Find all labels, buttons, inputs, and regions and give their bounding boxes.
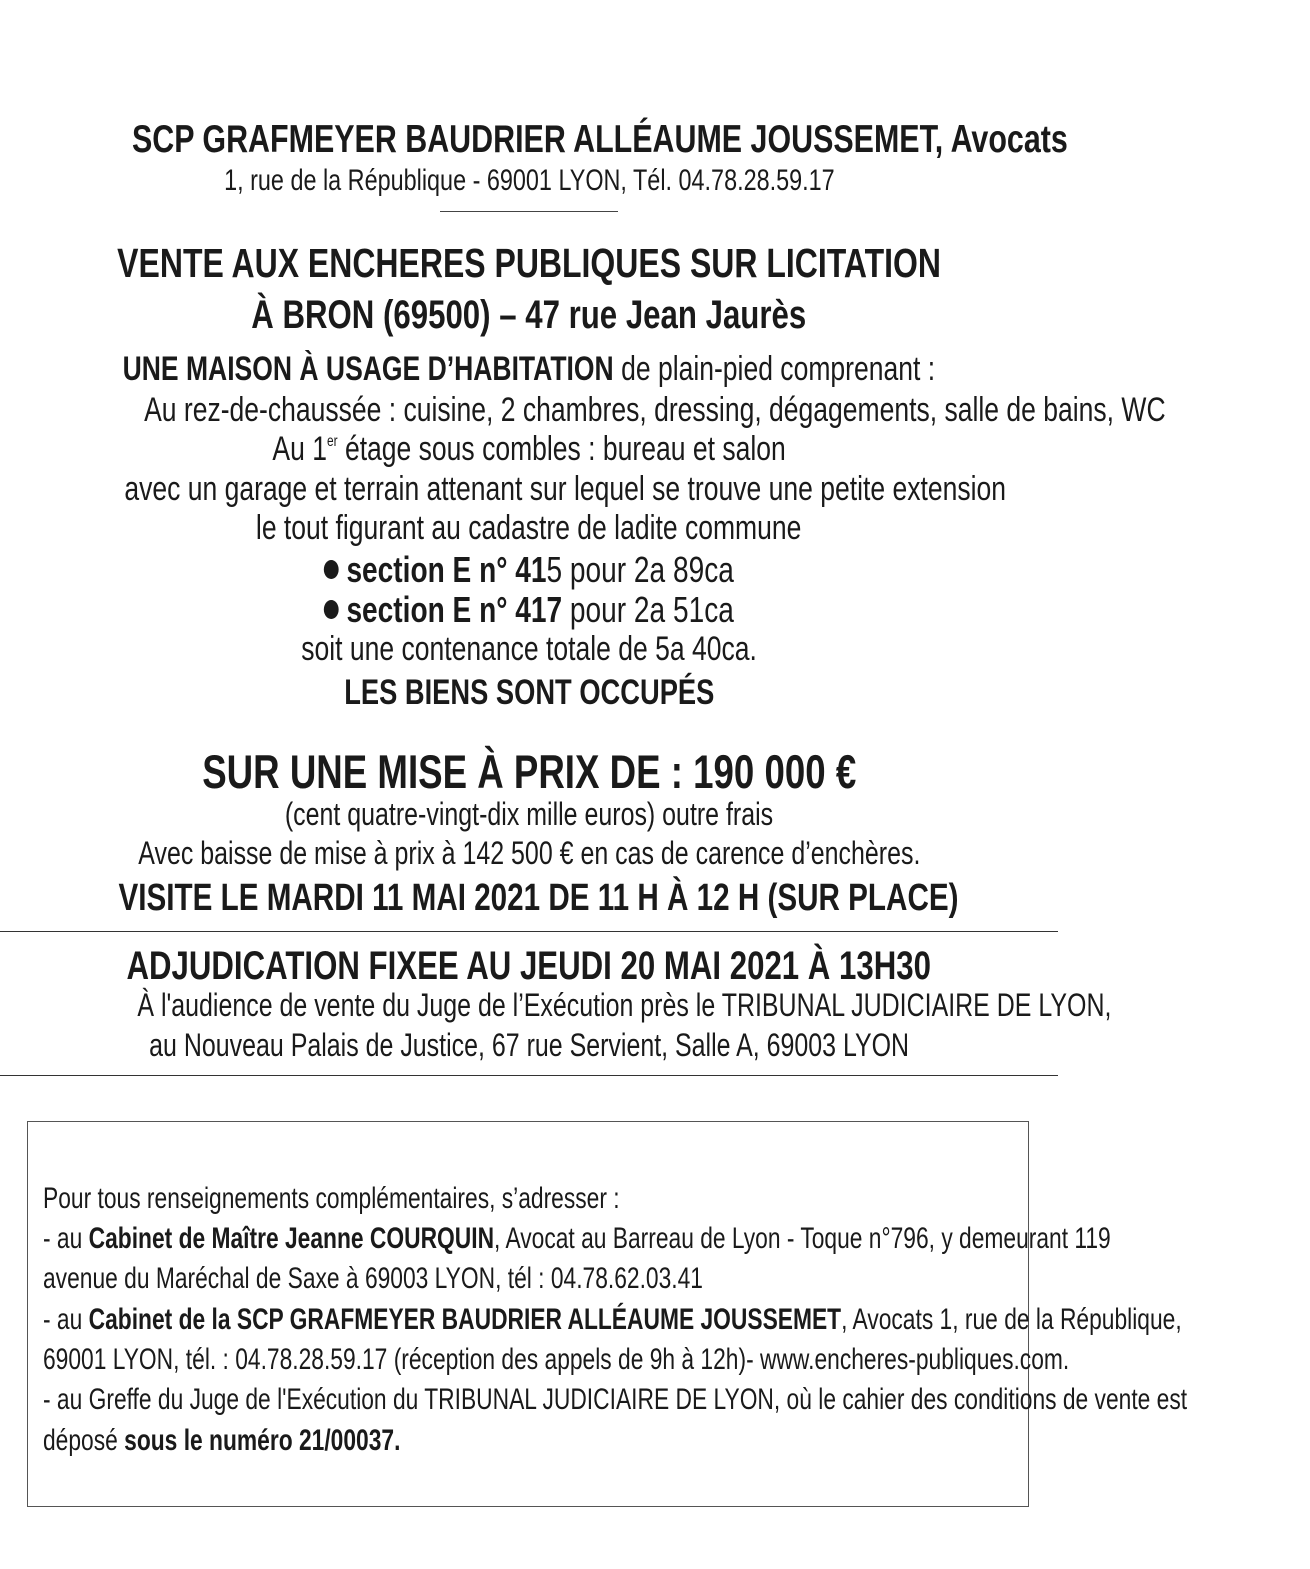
first-floor-description: Au 1er étage sous combles : bureau et salon (272, 430, 786, 468)
visit-info: VISITE LE MARDI 11 MAI 2021 DE 11 H À 12 H (SUR PLACE) (118, 877, 959, 919)
firm-name: SCP GRAFMEYER BAUDRIER ALLÉAUME JOUSSEMET, Avocats (131, 118, 1068, 161)
property-intro (0, 350, 1058, 389)
divider (0, 1075, 1058, 1076)
contact-info-box (27, 1121, 1188, 1507)
price-reduction: Avec baisse de mise à prix à 142 500 € en cas de carence d’enchères. (137, 835, 921, 871)
sale-title: VENTE AUX ENCHERES PUBLIQUES SUR LICITATION (117, 240, 941, 286)
occupancy-status: LES BIENS SONT OCCUPÉS (343, 673, 715, 712)
firm-address: 1, rue de la République - 69001 LYON, Tél. 04.78.28.59.17 (223, 164, 835, 197)
case-number: déposé sous le numéro 21/00037. (43, 1424, 401, 1457)
hearing-location: À l'audience de vente du Juge de l’Exécution près le TRIBUNAL JUDICIAIRE DE LYON, (137, 987, 1112, 1023)
bullet-icon (324, 560, 339, 579)
header-separator (440, 211, 618, 212)
parcel-item: section E n° 415 pour 2a 89ca (0, 549, 1058, 591)
sale-location: À BRON (69500) – 47 rue Jean Jaurès (251, 293, 807, 337)
contact-courquin: - au Cabinet de Maître Jeanne COURQUIN, Avocat au Barreau de Lyon - Toque n°796, y demeurant 119 (43, 1222, 1111, 1255)
info-intro: Pour tous renseignements complémentaires, s’adresser : (43, 1182, 620, 1215)
divider (0, 931, 1058, 932)
contact-courquin-address: avenue du Maréchal de Saxe à 69003 LYON, tél : 04.78.62.03.41 (43, 1262, 703, 1295)
cadastre-description: le tout figurant au cadastre de ladite commune (256, 509, 802, 547)
ground-floor-description: Au rez-de-chaussée : cuisine, 2 chambres, dressing, dégagements, salle de bains, WC (144, 391, 1166, 429)
contact-scp-address: 69001 LYON, tél. : 04.78.28.59.17 (réception des appels de 9h à 12h)- www.encheres-publiques.com. (43, 1343, 1070, 1376)
starting-price: SUR UNE MISE À PRIX DE : 190 000 € (201, 745, 856, 798)
total-area: soit une contenance totale de 5a 40ca. (301, 630, 757, 668)
parcel-item: section E n° 417 pour 2a 51ca (0, 589, 1058, 631)
price-in-words: (cent quatre-vingt-dix mille euros) outre frais (284, 796, 774, 832)
bullet-icon (324, 600, 339, 619)
ordinal-superscript: er (326, 433, 338, 451)
contact-scp: - au Cabinet de la SCP GRAFMEYER BAUDRIER ALLÉAUME JOUSSEMET, Avocats 1, rue de la République, (43, 1303, 1182, 1336)
hearing-address: au Nouveau Palais de Justice, 67 rue Servient, Salle A, 69003 LYON (149, 1027, 909, 1063)
property-intro-rest: de plain-pied comprenant : (613, 350, 936, 388)
property-type: UNE MAISON À USAGE D’HABITATION (122, 350, 614, 388)
garage-description: avec un garage et terrain attenant sur lequel se trouve une petite extension (124, 470, 1006, 508)
contact-greffe: - au Greffe du Juge de l'Exécution du TRIBUNAL JUDICIAIRE DE LYON, où le cahier des conditions de vente est (43, 1383, 1188, 1416)
adjudication-date: ADJUDICATION FIXEE AU JEUDI 20 MAI 2021 À 13H30 (126, 944, 932, 988)
